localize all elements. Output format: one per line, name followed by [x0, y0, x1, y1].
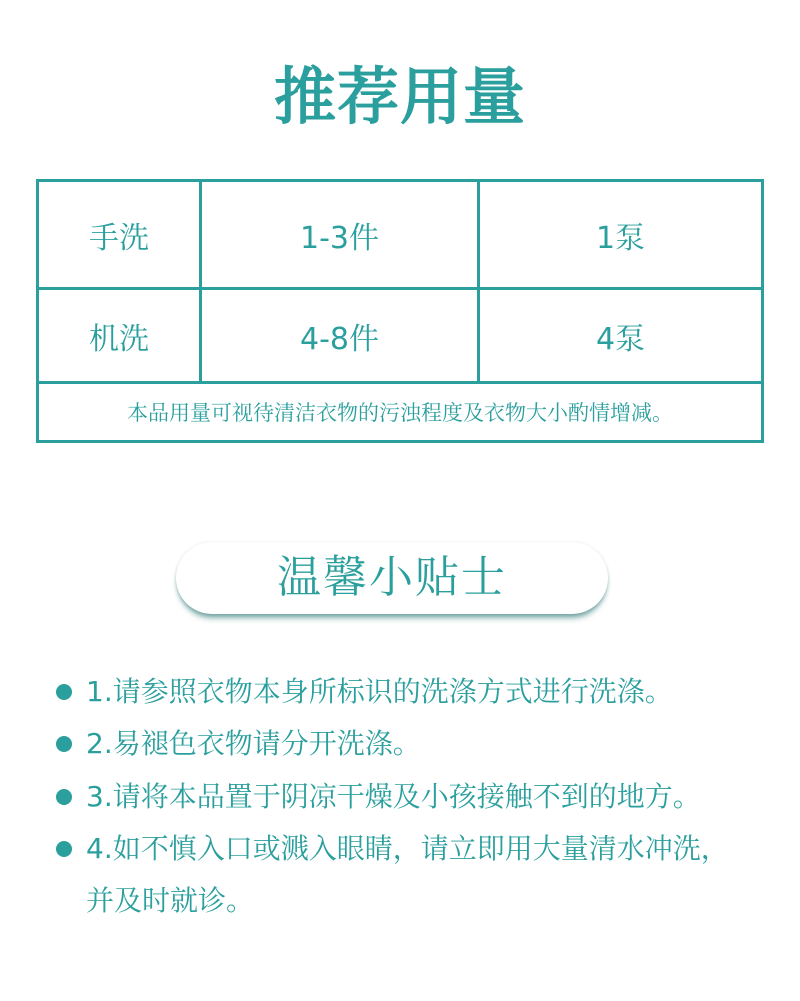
- bullet-dot-icon: [56, 736, 72, 752]
- table-cell-method: 机洗: [89, 321, 149, 357]
- tip-text: 4.如不慎入口或溅入眼睛，请立即用大量清水冲洗，并及时就诊。: [86, 832, 729, 917]
- dosage-table: [36, 179, 764, 443]
- table-cell-dose: 1泵: [595, 220, 646, 256]
- tip-item: [56, 718, 776, 770]
- tip-text: 3.请将本品置于阴凉干燥及小孩接触不到的地方。: [86, 780, 701, 813]
- bullet-dot-icon: [56, 684, 72, 700]
- tip-item: [56, 823, 776, 927]
- table-cell-count: 4-8件: [300, 321, 379, 357]
- tips-title: 温馨小贴士: [277, 552, 507, 603]
- bullet-dot-icon: [56, 789, 72, 805]
- table-cell-method: 手洗: [89, 220, 149, 256]
- tip-item: [56, 666, 776, 718]
- bullet-dot-icon: [56, 841, 72, 857]
- tip-text: 1.请参照衣物本身所标识的洗涤方式进行洗涤。: [86, 675, 673, 708]
- page-title: 推荐用量: [273, 60, 526, 133]
- tip-text: 2.易褪色衣物请分开洗涤。: [86, 727, 421, 760]
- table-cell-count: 1-3件: [300, 220, 379, 256]
- table-cell-dose: 4泵: [595, 321, 646, 357]
- table-note: 本品用量可视待清洁衣物的污浊程度及衣物大小酌情增减。: [127, 401, 673, 425]
- tip-item: [56, 771, 776, 823]
